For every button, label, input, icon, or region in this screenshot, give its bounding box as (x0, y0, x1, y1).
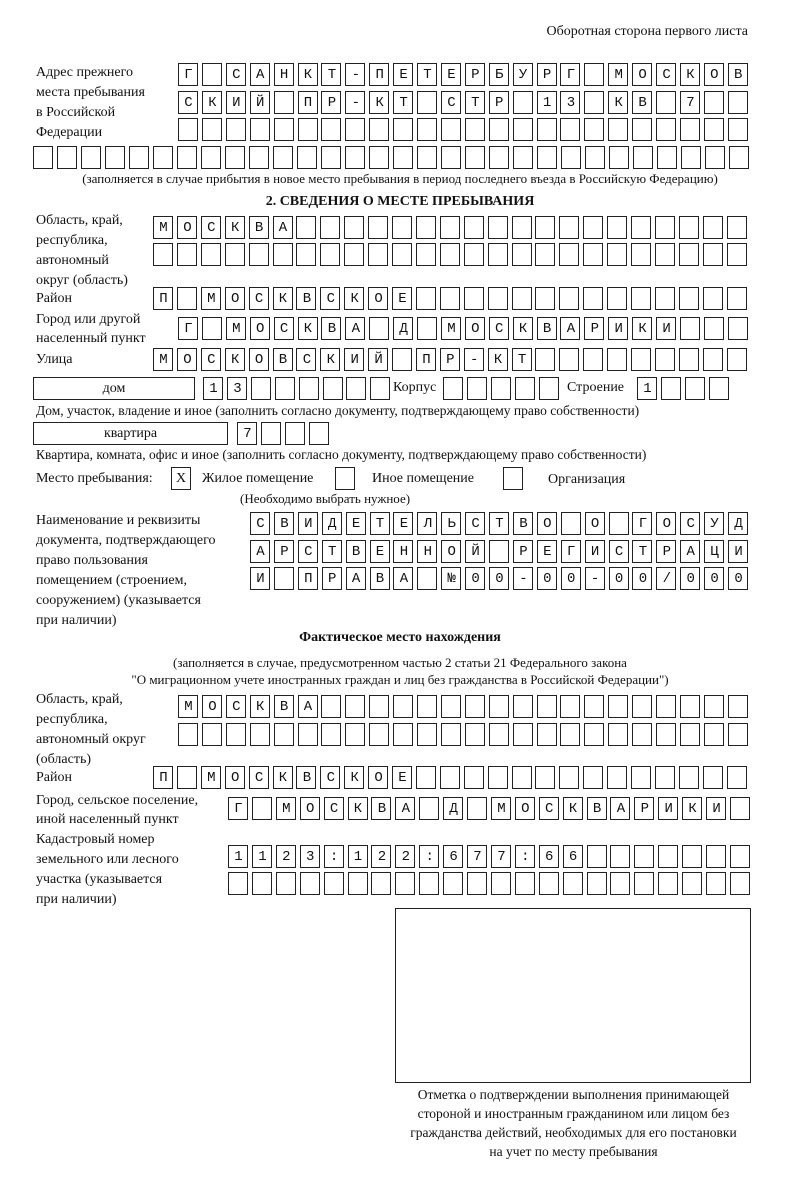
letter-cell-row-text: Г МОСКВА Д МОСКВАРИКИ (234, 801, 737, 817)
letter-cell[interactable] (419, 872, 439, 895)
stay-option-other-checkbox[interactable] (335, 467, 355, 490)
letter-cell[interactable] (704, 317, 724, 340)
confirmation-stamp-box (395, 908, 751, 1083)
letter-cell[interactable] (443, 377, 463, 400)
letter-cell[interactable] (537, 118, 557, 141)
letter-cell[interactable] (226, 118, 246, 141)
stay-option-organization-checkbox[interactable] (503, 467, 523, 490)
letter-cell[interactable] (33, 146, 53, 169)
letter-cell[interactable] (465, 695, 485, 718)
street-label: Улица (36, 352, 73, 367)
label-line: в Российской (36, 105, 116, 120)
letter-cell[interactable] (105, 146, 125, 169)
letter-cell[interactable] (655, 766, 675, 789)
letter-cell[interactable] (392, 243, 412, 266)
letter-cell[interactable] (489, 118, 509, 141)
letter-cell[interactable] (607, 216, 627, 239)
letter-cell-row-text: МОСКВА (184, 699, 328, 715)
letter-cell[interactable] (201, 146, 221, 169)
caption-line: на учет по месту пребывания (489, 1144, 658, 1159)
letter-cell[interactable] (416, 216, 436, 239)
letter-cell[interactable] (655, 287, 675, 310)
letter-cell[interactable] (371, 872, 391, 895)
letter-cell[interactable] (488, 287, 508, 310)
letter-cell[interactable] (465, 146, 485, 169)
letter-cell-row-text: 13 (209, 381, 258, 397)
label-line: Федерации (36, 125, 103, 140)
letter-cell[interactable] (512, 766, 532, 789)
letter-cell[interactable] (559, 766, 579, 789)
letter-cell[interactable] (467, 872, 487, 895)
letter-cell[interactable] (559, 287, 579, 310)
cadastre-label-line: при наличии) (36, 892, 117, 907)
stay-option-label: Иное помещение (372, 471, 474, 486)
building-label: Строение (567, 380, 625, 395)
letter-cell[interactable] (345, 118, 365, 141)
letter-cell[interactable] (632, 723, 652, 746)
doc-label-line: право пользования (36, 553, 148, 568)
letter-cell[interactable] (464, 216, 484, 239)
letter-cell[interactable] (655, 216, 675, 239)
letter-cell[interactable] (226, 723, 246, 746)
letter-cell[interactable] (515, 377, 535, 400)
letter-cell[interactable] (57, 146, 77, 169)
apartment-type-field[interactable]: квартира (33, 422, 228, 445)
letter-cell[interactable] (680, 723, 700, 746)
letter-cell[interactable] (656, 695, 676, 718)
letter-cell[interactable] (682, 872, 702, 895)
letter-cell[interactable] (489, 723, 509, 746)
letter-cell[interactable] (368, 243, 388, 266)
label-line: Адрес прежнего (36, 65, 133, 80)
actual-region-label-line: республика, (36, 712, 108, 727)
letter-cell[interactable] (178, 723, 198, 746)
korpus-label: Корпус (393, 380, 437, 395)
letter-cell[interactable] (539, 377, 559, 400)
letter-cell-row-text: 1 (643, 381, 668, 397)
letter-cell[interactable] (535, 287, 555, 310)
district-label: Район (36, 291, 72, 306)
letter-cell[interactable] (680, 118, 700, 141)
letter-cell[interactable] (535, 216, 555, 239)
letter-cell[interactable] (274, 723, 294, 746)
letter-cell[interactable] (631, 766, 651, 789)
letter-cell[interactable] (658, 845, 678, 868)
actual-note-line: (заполняется в случае, предусмотренном частью 2 статьи 21 Федерального закона (173, 655, 627, 670)
letter-cell[interactable] (488, 766, 508, 789)
doc-label-line: помещением (строением, (36, 573, 187, 588)
actual-region-label-line: автономный округ (36, 732, 146, 747)
letter-cell[interactable] (608, 118, 628, 141)
letter-cell[interactable] (706, 872, 726, 895)
letter-cell[interactable] (225, 146, 245, 169)
letter-cell[interactable] (298, 723, 318, 746)
letter-cell[interactable] (607, 243, 627, 266)
caption-line: стороной и иностранным гражданином или лицом без (417, 1106, 730, 1121)
letter-cell[interactable] (658, 872, 678, 895)
letter-cell[interactable] (320, 216, 340, 239)
letter-cell[interactable] (250, 723, 270, 746)
actual-region-label-line: (область) (36, 752, 92, 767)
letter-cell[interactable] (704, 695, 724, 718)
letter-cell[interactable] (631, 287, 651, 310)
letter-cell[interactable] (309, 422, 329, 445)
letter-cell[interactable] (464, 243, 484, 266)
stay-option-label: Жилое помещение (202, 471, 314, 486)
actual-district-label: Район (36, 770, 72, 785)
letter-cell[interactable] (491, 872, 511, 895)
caption-line: Отметка о подтверждении выполнения принимающей (417, 1087, 730, 1102)
letter-cell[interactable] (440, 243, 460, 266)
letter-cell[interactable] (610, 845, 630, 868)
letter-cell[interactable] (443, 872, 463, 895)
actual-heading: Фактическое место нахождения (299, 630, 501, 645)
doc-label-line: при наличии) (36, 613, 117, 628)
letter-cell[interactable] (679, 766, 699, 789)
letter-cell[interactable] (583, 243, 603, 266)
page-header-title: Оборотная сторона первого листа (546, 24, 748, 39)
letter-cell[interactable] (512, 243, 532, 266)
letter-cell[interactable] (559, 243, 579, 266)
letter-cell[interactable] (560, 118, 580, 141)
letter-cell[interactable] (321, 118, 341, 141)
letter-cell[interactable] (703, 287, 723, 310)
letter-cell[interactable] (610, 872, 630, 895)
letter-cell[interactable] (559, 216, 579, 239)
region-label-line: автономный (36, 253, 109, 268)
letter-cell-row-text: 1123:122:677:66 (234, 849, 593, 865)
city-label-line: Город или другой (36, 312, 141, 327)
letter-cell[interactable] (656, 723, 676, 746)
letter-cell[interactable] (703, 243, 723, 266)
letter-cell[interactable] (441, 146, 461, 169)
actual-city-label-line: иной населенный пункт (36, 812, 179, 827)
letter-cell-row-text: СВИДЕТЕЛЬСТВО О ГОСУД (256, 516, 759, 532)
prev-address-note: (заполняется в случае прибытия в новое место пребывания в период последнего въезда в Российскую Федерацию) (82, 171, 718, 186)
letter-cell[interactable] (728, 723, 748, 746)
letter-cell[interactable] (729, 146, 749, 169)
letter-cell[interactable] (344, 216, 364, 239)
letter-cell[interactable] (584, 118, 604, 141)
letter-cell[interactable] (177, 243, 197, 266)
letter-cell[interactable] (679, 243, 699, 266)
letter-cell[interactable] (537, 695, 557, 718)
letter-cell[interactable] (202, 723, 222, 746)
letter-cell[interactable] (488, 243, 508, 266)
letter-cell[interactable] (299, 377, 319, 400)
letter-cell[interactable] (559, 348, 579, 371)
letter-cell[interactable] (81, 146, 101, 169)
letter-cell[interactable] (275, 377, 295, 400)
letter-cell[interactable] (679, 287, 699, 310)
letter-cell[interactable] (539, 872, 559, 895)
letter-cell[interactable] (632, 695, 652, 718)
letter-cell[interactable] (252, 872, 272, 895)
stay-note: (Необходимо выбрать нужное) (240, 491, 411, 506)
letter-cell[interactable] (276, 872, 296, 895)
letter-cell[interactable] (249, 243, 269, 266)
letter-cell[interactable] (489, 146, 509, 169)
letter-cell[interactable] (324, 872, 344, 895)
letter-cell[interactable] (320, 243, 340, 266)
letter-cell-row-text: П МОСКВСКОЕ (159, 770, 423, 786)
cadastre-label-line: участка (указывается (36, 872, 163, 887)
cadastre-label-line: земельного или лесного (36, 852, 179, 867)
letter-cell[interactable] (609, 146, 629, 169)
letter-cell[interactable] (728, 118, 748, 141)
letter-cell[interactable] (465, 118, 485, 141)
letter-cell[interactable] (201, 243, 221, 266)
letter-cell[interactable] (202, 118, 222, 141)
letter-cell[interactable] (682, 845, 702, 868)
letter-cell[interactable] (467, 377, 487, 400)
letter-cell[interactable] (464, 766, 484, 789)
letter-cell[interactable] (345, 695, 365, 718)
letter-cell[interactable] (515, 872, 535, 895)
letter-cell[interactable] (296, 243, 316, 266)
letter-cell[interactable] (274, 118, 294, 141)
caption-line: гражданства действий, необходимых для его постановки (410, 1125, 737, 1140)
letter-cell[interactable] (273, 146, 293, 169)
cadastre-label-line: Кадастровый номер (36, 832, 155, 847)
letter-cell[interactable] (393, 146, 413, 169)
letter-cell[interactable] (369, 118, 389, 141)
letter-cell[interactable] (728, 317, 748, 340)
letter-cell[interactable] (535, 766, 555, 789)
letter-cell[interactable] (657, 146, 677, 169)
letter-cell-row-text: Г МОСКВА Д МОСКВАРИКИ (184, 321, 687, 337)
confirmation-caption (395, 1085, 752, 1161)
letter-cell[interactable] (587, 872, 607, 895)
letter-cell[interactable] (417, 695, 437, 718)
letter-cell[interactable] (632, 118, 652, 141)
letter-cell[interactable] (368, 216, 388, 239)
letter-cell[interactable] (440, 216, 460, 239)
letter-cell[interactable] (513, 695, 533, 718)
letter-cell[interactable] (441, 118, 461, 141)
letter-cell[interactable] (584, 723, 604, 746)
letter-cell[interactable] (727, 348, 747, 371)
letter-cell[interactable] (129, 146, 149, 169)
letter-cell[interactable] (489, 695, 509, 718)
letter-cell[interactable] (417, 723, 437, 746)
letter-cell[interactable] (583, 287, 603, 310)
actual-city-label-line: Город, сельское поселение, (36, 793, 199, 808)
letter-cell[interactable] (228, 872, 248, 895)
letter-cell[interactable] (321, 723, 341, 746)
letter-cell[interactable] (727, 216, 747, 239)
letter-cell[interactable] (178, 118, 198, 141)
letter-cell[interactable] (346, 377, 366, 400)
letter-cell[interactable] (631, 348, 651, 371)
letter-cell[interactable] (607, 348, 627, 371)
letter-cell[interactable] (703, 766, 723, 789)
letter-cell[interactable] (730, 872, 750, 895)
letter-cell[interactable] (535, 243, 555, 266)
letter-cell[interactable] (703, 216, 723, 239)
letter-cell[interactable] (321, 146, 341, 169)
letter-cell[interactable] (631, 243, 651, 266)
letter-cell[interactable] (634, 845, 654, 868)
region-label-line: республика, (36, 233, 108, 248)
letter-cell[interactable] (441, 723, 461, 746)
letter-cell[interactable] (583, 348, 603, 371)
letter-cell[interactable] (709, 377, 729, 400)
letter-cell[interactable] (583, 216, 603, 239)
letter-cell[interactable] (393, 695, 413, 718)
city-label-line: населенный пункт (36, 331, 146, 346)
letter-cell[interactable] (730, 845, 750, 868)
letter-cell[interactable] (583, 766, 603, 789)
letter-cell[interactable] (225, 243, 245, 266)
letter-cell[interactable] (300, 872, 320, 895)
letter-cell[interactable] (584, 695, 604, 718)
letter-cell[interactable] (634, 872, 654, 895)
letter-cell[interactable] (704, 118, 724, 141)
actual-note-line: "О миграционном учете иностранных граждан и лиц без гражданства в Российской Федерации") (131, 672, 669, 687)
letter-cell[interactable] (560, 723, 580, 746)
letter-cell-row-text: Г САНКТ-ПЕТЕРБУРГ МОСКОВ (184, 67, 758, 83)
letter-cell[interactable] (513, 723, 533, 746)
letter-cell[interactable] (465, 723, 485, 746)
letter-cell[interactable] (153, 243, 173, 266)
letter-cell[interactable] (249, 146, 269, 169)
letter-cell[interactable] (585, 146, 605, 169)
letter-cell[interactable] (685, 377, 705, 400)
doc-label-line: Наименование и реквизиты (36, 513, 201, 528)
letter-cell[interactable] (513, 146, 533, 169)
letter-cell[interactable] (656, 118, 676, 141)
letter-cell[interactable] (704, 723, 724, 746)
letter-cell[interactable] (345, 723, 365, 746)
letter-cell[interactable] (369, 723, 389, 746)
letter-cell[interactable] (679, 216, 699, 239)
letter-cell[interactable] (655, 348, 675, 371)
letter-cell-row-text: МОСКВА (159, 220, 303, 236)
letter-cell[interactable] (703, 348, 723, 371)
letter-cell[interactable] (681, 146, 701, 169)
letter-cell[interactable] (608, 723, 628, 746)
letter-cell[interactable] (655, 243, 675, 266)
letter-cell-row-text: МОСКОВСКИЙ ПР-КТ (159, 352, 542, 368)
letter-cell[interactable] (464, 287, 484, 310)
letter-cell[interactable] (417, 146, 437, 169)
letter-cell[interactable] (563, 872, 583, 895)
letter-cell[interactable] (298, 118, 318, 141)
letter-cell[interactable] (393, 118, 413, 141)
letter-cell[interactable] (177, 146, 197, 169)
letter-cell[interactable] (706, 845, 726, 868)
letter-cell[interactable] (512, 216, 532, 239)
region-label-line: Область, край, (36, 213, 123, 228)
letter-cell[interactable] (344, 243, 364, 266)
letter-cell[interactable] (633, 146, 653, 169)
doc-label-line: документа, подтверждающего (36, 533, 216, 548)
stay-option-label: Организация (548, 472, 626, 487)
letter-cell-row-text: АРСТВЕННОЙ РЕГИСТРАЦИ (256, 544, 759, 560)
letter-cell[interactable] (513, 118, 533, 141)
letter-cell[interactable] (560, 695, 580, 718)
letter-cell[interactable] (369, 146, 389, 169)
letter-cell[interactable] (727, 766, 747, 789)
letter-cell[interactable] (345, 146, 365, 169)
letter-cell[interactable] (512, 287, 532, 310)
letter-cell[interactable] (369, 695, 389, 718)
letter-cell[interactable] (297, 146, 317, 169)
letter-cell[interactable] (727, 243, 747, 266)
doc-label-line: сооружением) (указывается (36, 593, 201, 608)
letter-cell[interactable] (348, 872, 368, 895)
letter-cell-row-text: 7 (243, 426, 268, 442)
letter-cell[interactable] (416, 243, 436, 266)
letter-cell[interactable] (441, 695, 461, 718)
stay-label: Место пребывания: (36, 471, 153, 486)
label-line: места пребывания (36, 85, 145, 100)
stay-option-residential-checkbox[interactable]: Х (171, 467, 191, 490)
letter-cell[interactable] (607, 287, 627, 310)
letter-cell[interactable] (370, 377, 390, 400)
letter-cell[interactable] (537, 146, 557, 169)
letter-cell-row-text: СКИЙ ПР-КТ СТР 13 КВ 7 (184, 95, 758, 111)
letter-cell[interactable] (727, 287, 747, 310)
letter-cell[interactable] (417, 118, 437, 141)
letter-cell[interactable] (285, 422, 305, 445)
letter-cell[interactable] (561, 146, 581, 169)
apartment-note: Квартира, комната, офис и иное (заполнить согласно документу, подтверждающему право собственности) (36, 447, 647, 462)
letter-cell[interactable] (491, 377, 511, 400)
actual-region-label-line: Область, край, (36, 692, 123, 707)
letter-cell[interactable] (153, 146, 173, 169)
letter-cell[interactable] (608, 695, 628, 718)
letter-cell[interactable] (395, 872, 415, 895)
letter-cell-row-text: И ПРАВА №00-00-00/000 (256, 571, 759, 587)
letter-cell[interactable] (680, 695, 700, 718)
house-note: Дом, участок, владение и иное (заполнить согласно документу, подтверждающему право собственности) (36, 403, 640, 418)
letter-cell[interactable] (440, 766, 460, 789)
letter-cell[interactable] (273, 243, 293, 266)
letter-cell[interactable] (631, 216, 651, 239)
letter-cell[interactable] (250, 118, 270, 141)
section2-heading: 2. СВЕДЕНИЯ О МЕСТЕ ПРЕБЫВАНИЯ (265, 194, 535, 209)
letter-cell[interactable] (728, 695, 748, 718)
letter-cell[interactable] (607, 766, 627, 789)
region-label-line: округ (область) (36, 273, 128, 288)
letter-cell[interactable] (488, 216, 508, 239)
letter-cell[interactable] (393, 723, 413, 746)
letter-cell[interactable] (440, 287, 460, 310)
letter-cell[interactable] (537, 723, 557, 746)
letter-cell[interactable] (392, 216, 412, 239)
letter-cell[interactable] (323, 377, 343, 400)
letter-cell[interactable] (679, 348, 699, 371)
house-type-field[interactable]: дом (33, 377, 195, 400)
letter-cell-row-text: П МОСКВСКОЕ (159, 291, 423, 307)
letter-cell[interactable] (705, 146, 725, 169)
